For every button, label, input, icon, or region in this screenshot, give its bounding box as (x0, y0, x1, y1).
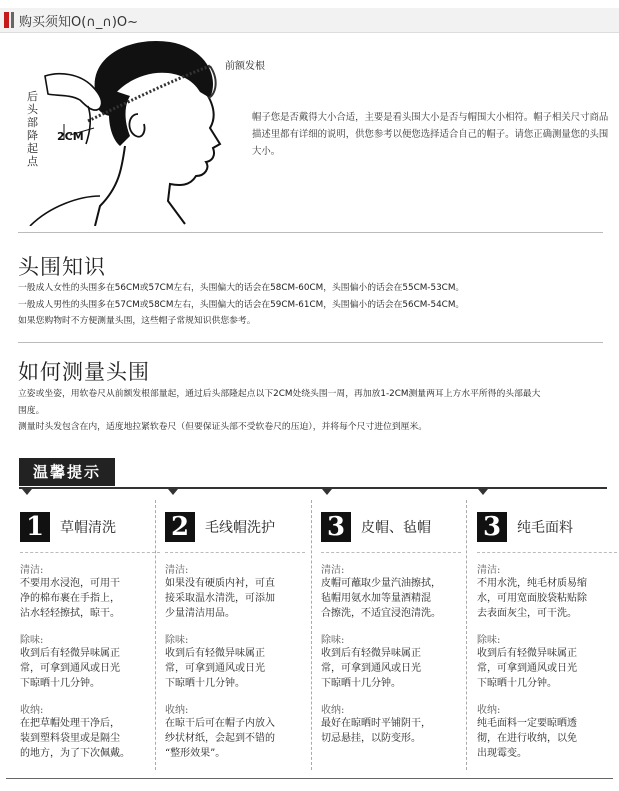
bottom-rule (6, 778, 613, 779)
clean-line: 少量清洁用品。 (165, 608, 235, 619)
odor-label: 除味: (321, 635, 345, 646)
store-line: 切忌悬挂，以防变形。 (321, 733, 421, 744)
odor-line: 下晾晒十几分钟。 (20, 678, 100, 689)
odor-line: 收到后有轻微异味属正 (20, 648, 120, 659)
column-divider (311, 500, 312, 770)
clean-line: 净的棉布裹在手指上， (20, 593, 120, 604)
odor-label: 除味: (477, 635, 501, 646)
tip-number: 3 (321, 512, 351, 542)
odor-line: 常，可拿到通风或日光 (20, 663, 120, 674)
odor-line: 下晾晒十几分钟。 (321, 678, 401, 689)
store-line: 最好在晾晒时平铺阴干， (321, 718, 431, 729)
tip-title: 草帽清洗 (60, 520, 116, 536)
tip-column-pure-wool (477, 512, 617, 761)
text-line: 一般成人女性的头围多在56CM或57CM左右，头围偏大的话会在58CM-60CM，头围偏小的话会在55CM-53CM。 (18, 283, 465, 293)
text-line: 一般成人男性的头围多在57CM或58CM左右，头围偏大的话会在59CM-61CM，头围偏小的话会在56CM-54CM。 (18, 299, 465, 310)
tip-title: 皮帽、毡帽 (361, 520, 431, 536)
store-line: 彻，在进行收纳，以免 (477, 733, 577, 744)
store-label: 收纳: (165, 705, 189, 716)
clean-line: 合擦洗，不适宜浸泡清洗。 (321, 608, 441, 619)
tip-number: 3 (477, 512, 507, 542)
tick-triangle (322, 489, 332, 495)
divider (18, 342, 603, 343)
separator (165, 552, 305, 553)
label-2cm: 2CM (57, 130, 84, 143)
store-line: 出现霉变。 (477, 748, 527, 759)
odor-line: 收到后有轻微异味属正 (321, 648, 421, 659)
clean-line: 接采取温水清洗，可添加 (165, 593, 275, 604)
store-label: 收纳: (477, 705, 501, 716)
intro-text: 帽子您是否戴得大小合适，主要是看头围大小是否与帽围大小相符。帽子相关尺寸商品描述里都有详细的说明，供您参考以便您选择适合自己的帽子。请您正确测量您的头围大小。 (252, 112, 609, 157)
section-text-head-knowledge (18, 280, 608, 330)
clean-line: 去表面灰尘，可干洗。 (477, 608, 577, 619)
clean-line: 不要用水浸泡，可用干 (20, 578, 120, 589)
odor-line: 常，可拿到通风或日光 (321, 663, 421, 674)
odor-line: 收到后有轻微异味属正 (165, 648, 265, 659)
header-title: 购买须知O(∩_∩)O~ (19, 15, 139, 30)
separator (477, 552, 617, 553)
clean-line: 沾水轻轻擦拭，晾干。 (20, 608, 120, 619)
store-label: 收纳: (20, 705, 44, 716)
odor-label: 除味: (165, 635, 189, 646)
odor-line: 收到后有轻微异味属正 (477, 648, 577, 659)
separator (321, 552, 461, 553)
tip-column-straw-hat (20, 512, 160, 761)
tip-column-leather-felt-hat (321, 512, 461, 746)
column-divider (466, 500, 467, 770)
odor-line: 常，可拿到通风或日光 (477, 663, 577, 674)
label-front-hairline: 前额发根 (225, 61, 265, 72)
divider (18, 232, 603, 233)
section-title-head-knowledge: 头围知识 (18, 255, 106, 279)
tips-tab: 温馨提示 (19, 458, 115, 486)
text-line: 如果您购物时不方便测量头围，这些帽子常规知识供您参考。 (18, 316, 256, 326)
store-line: 纯毛面料一定要晾晒透 (477, 718, 577, 729)
clean-label: 清洁: (321, 565, 345, 576)
clean-line: 不用水洗，纯毛材质易缩 (477, 578, 587, 589)
tick-triangle (478, 489, 488, 495)
store-line: 装到塑料袋里或是隔尘 (20, 733, 120, 744)
store-line: 在晾干后可在帽子内放入 (165, 718, 275, 729)
clean-label: 清洁: (165, 565, 189, 576)
label-back-bump: 后头部降起点 (27, 90, 38, 168)
header-accent-mark-secondary (11, 12, 14, 28)
tip-title: 毛线帽洗护 (205, 520, 275, 536)
odor-line: 常，可拿到通风或日光 (165, 663, 265, 674)
tick-triangle (22, 489, 32, 495)
odor-line: 下晾晒十几分钟。 (165, 678, 245, 689)
store-label: 收纳: (321, 705, 345, 716)
text-line: 立姿或坐姿，用软卷尺从前额发根部量起，通过后头部隆起点以下2CM处绕头围一周，再加放1-2CM测量两耳上方水平所得的头部最大 (18, 389, 541, 399)
tip-title: 纯毛面料 (517, 520, 573, 536)
tick-triangle (168, 489, 178, 495)
tip-number: 1 (20, 512, 50, 542)
head-measure-illustration (20, 36, 245, 226)
separator (20, 552, 160, 553)
store-line: 纱状材纸，会起到不错的 (165, 733, 275, 744)
odor-line: 下晾晒十几分钟。 (477, 678, 557, 689)
text-line: 围度。 (18, 405, 45, 416)
clean-line: 毡帽用氨水加等量酒精混 (321, 593, 431, 604)
store-line: “整形效果”。 (165, 748, 226, 759)
section-text-how-to-measure (18, 386, 610, 436)
header-bar (0, 8, 619, 33)
tips-rule (19, 487, 607, 489)
odor-label: 除味: (20, 635, 44, 646)
clean-line: 皮帽可蘸取少量汽油擦拭， (321, 578, 441, 589)
tip-column-wool-hat (165, 512, 305, 761)
clean-label: 清洁: (20, 565, 44, 576)
text-line: 测量时头发包含在内，适度地拉紧软卷尺（但要保证头部不受软卷尺的压迫），并将每个尺寸进位到厘米。 (18, 422, 428, 432)
clean-line: 水，可用宽面胶袋粘贴除 (477, 593, 587, 604)
clean-line: 如果没有硬质内衬，可直 (165, 578, 275, 589)
clean-label: 清洁: (477, 565, 501, 576)
section-title-how-to-measure: 如何测量头围 (18, 360, 150, 384)
tip-number: 2 (165, 512, 195, 542)
header-accent-mark (4, 12, 9, 28)
store-line: 的地方，为了下次佩戴。 (20, 748, 130, 759)
store-line: 在把草帽处理干净后， (20, 718, 120, 729)
